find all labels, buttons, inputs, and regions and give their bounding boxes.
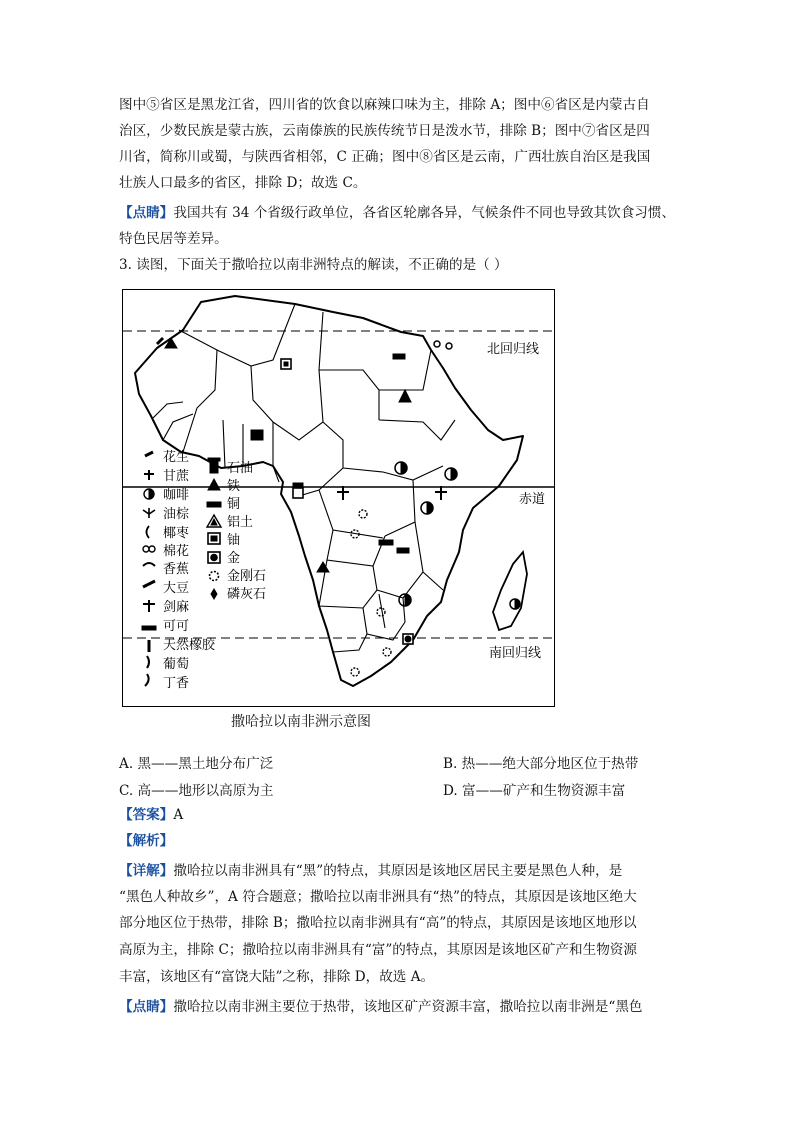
answer-value: A [173,807,184,823]
comment1-line1 [119,203,675,223]
legend-labels-right [227,460,266,602]
sisal-symbol [435,486,447,500]
para1-line2: 治区，少数民族是蒙古族，云南傣族的民族传统节日是泼水节，排除 B；图中⑦省区是四 [119,123,650,139]
comment1-line2: 特色民居等差异。 [119,231,228,247]
legend-oil-palm: 油棕 [163,507,190,522]
detail-line3: 部分地区位于热带，排除 B；撒哈拉以南非洲具有“高”的特点，其原因是该地区地形以 [119,915,637,931]
legend-banana: 香蕉 [163,562,190,577]
peanut-symbol [157,338,163,344]
africa-map [122,289,555,707]
legend-cocoa: 可可 [163,619,190,634]
answer-line [119,805,183,825]
comment2-text: 撒哈拉以南非洲主要位于热带，该地区矿产资源丰富，撒哈拉以南非洲是“黑色 [173,999,643,1015]
legend-oil: 石油 [227,461,254,476]
analysis-tag: 【解析】 [119,833,174,849]
map-caption: 撒哈拉以南非洲示意图 [231,714,371,730]
detail-text: 撒哈拉以南非洲具有“黑”的特点，其原因是该地区居民主要是黑色人种，是 [173,863,623,879]
legend-soybean: 大豆 [163,581,190,596]
map-legend [142,449,266,691]
oil-symbol-2 [251,430,263,440]
legend-peanut: 花生 [163,450,190,465]
option-d: D. 富——矿产和生物资源丰富 [443,783,626,799]
equator-label: 赤道 [519,492,546,507]
para1-line1: 图中⑤省区是黑龙江省，四川省的饮食以麻辣口味为主，排除 A；图中⑥省区是内蒙古自 [119,97,650,113]
legend-date-palm: 椰枣 [163,526,190,541]
legend-grape: 葡萄 [163,657,190,672]
tropic-cancer-label: 北回归线 [487,342,540,357]
option-a: A. 黑——黑土地分布广泛 [119,756,274,772]
legend-iron: 铁 [227,479,241,494]
legend-phosphate: 磷灰石 [227,587,267,602]
tropic-capricorn-label: 南回归线 [489,646,542,661]
comment1-text: 我国共有 34 个省级行政单位，各省区轮廓各异，气候条件不同也导致其饮食习惯、 [173,205,676,221]
legend-labels-left [163,449,216,691]
oil-symbol [393,354,405,359]
iron-symbol [165,338,177,348]
analysis-line [119,831,173,851]
detail-line4: 高原为主，排除 C；撒哈拉以南非洲具有“富”的特点，其原因是该地区矿产和生物资源 [119,942,637,958]
legend-icons-right [207,458,221,599]
legend-cotton: 棉花 [163,544,190,559]
diamond-symbol [359,510,367,518]
detail-tag: 【详解】 [119,863,174,879]
legend-coffee: 咖啡 [163,488,190,503]
answer-tag: 【答案】 [119,807,174,823]
madagascar-outline [493,552,527,630]
detail-line5: 丰富，该地区有“富饶大陆”之称，排除 D，故选 A。 [119,969,435,985]
legend-sisal: 剑麻 [163,600,190,615]
iron-symbol-3 [317,562,329,572]
option-c: C. 高——地形以高原为主 [119,783,274,799]
legend-clove: 丁香 [163,676,190,691]
legend-gold: 金 [227,551,241,566]
para1-line4: 壮族人口最多的省区，排除 D；故选 C。 [119,175,367,191]
detail-line1 [119,861,622,881]
legend-rubber: 天然橡胶 [163,638,216,653]
comment1-tag: 【点睛】 [119,205,174,221]
comment2-line1 [119,997,643,1017]
legend-diamond: 金刚石 [227,569,267,584]
iron-symbol-2 [399,390,411,402]
africa-outline [135,296,523,686]
legend-copper: 铜 [227,497,241,512]
detail-line2: “黑色人种故乡”，A 符合题意；撒哈拉以南非洲具有“热”的特点，其原因是该地区绝大 [119,889,637,905]
legend-uranium: 铀 [227,533,241,548]
legend-bauxite: 铝土 [227,515,254,530]
para1-line3: 川省，简称川或蜀，与陕西省相邻，C 正确；图中⑧省区是云南，广西壮族自治区是我国 [119,149,651,165]
uranium-symbol-2 [293,488,303,498]
comment2-tag: 【点睛】 [119,999,174,1015]
cotton-symbol [434,341,440,347]
option-b: B. 热——绝大部分地区位于热带 [443,756,639,772]
question-stem: 3. 读图，下面关于撒哈拉以南非洲特点的解读，不正确的是（ ） [119,257,508,273]
copper-symbol [379,540,393,545]
legend-sugarcane: 甘蔗 [163,469,190,484]
